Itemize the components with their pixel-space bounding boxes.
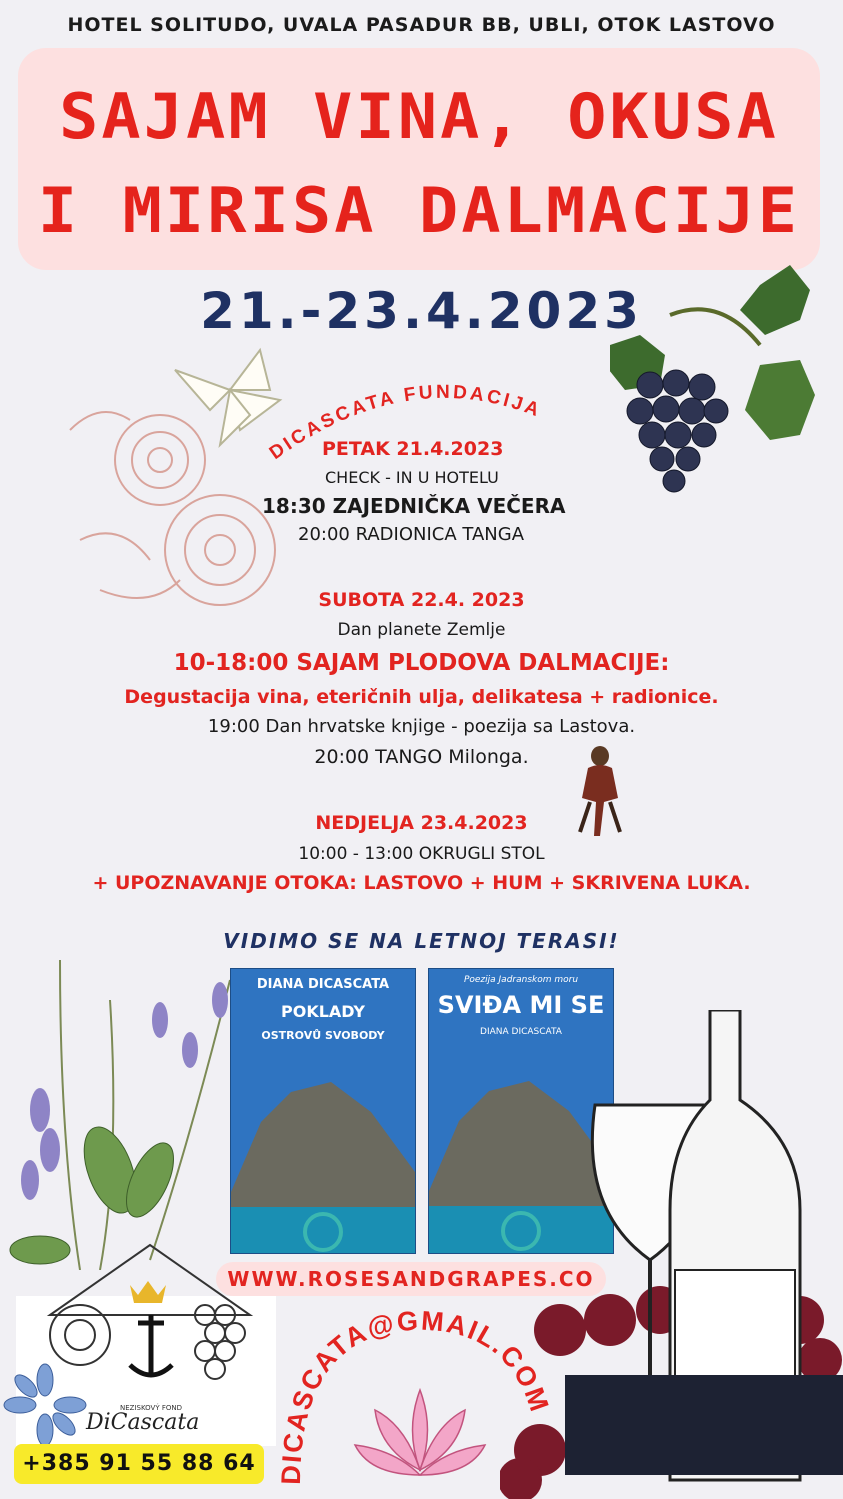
terrace-tagline: VIDIMO SE NA LETNOJ TERASI! [223,929,620,953]
book1-title: POKLADY [280,1002,365,1021]
title-line-1: SAJAM VINA, OKUSA [59,80,779,153]
phone-number[interactable]: +385 91 55 88 64 [14,1444,264,1484]
email-arc-text: DICASCATA@GMAIL.COM [275,1305,555,1486]
saturday-line-2: 10-18:00 SAJAM PLODOVA DALMACIJE: [173,650,670,676]
book2-series: Poezija Jadranskom moru [463,975,579,985]
logo-small-text: NEZISKOVÝ FOND [120,1404,183,1412]
saturday-line-4: 19:00 Dan hrvatske knjige - poezija sa Lastova. [207,716,636,737]
book2-title: SVIĐA MI SE [437,991,605,1019]
title-line-2: I MIRISA DALMACIJE [37,174,801,247]
sunday-heading: NEDJELJA 23.4.2023 [315,812,528,834]
venue-address: HOTEL SOLITUDO, UVALA PASADUR BB, UBLI, OTOK LASTOVO [67,14,776,36]
saturday-line-1: Dan planete Zemlje [337,620,506,640]
saturday-line-5: 20:00 TANGO Milonga. [314,746,529,768]
island-photo-1 [231,1052,415,1254]
event-title [0,70,840,258]
saturday-line-3: Degustacija vina, eteričnih ulja, delikatesa + radionice. [124,686,719,708]
foundation-arc-text: DICASCATA FUNDACIJA [265,381,545,464]
email-arc[interactable] [270,1300,570,1499]
grapes-illustration [610,255,820,515]
friday-line-1: CHECK - IN U HOTELU [325,468,499,487]
blue-flower-illustration [0,1360,90,1450]
lotus-icon [355,1390,485,1475]
saturday-heading: SUBOTA 22.4. 2023 [318,589,525,611]
friday-line-2: 18:30 ZAJEDNIČKA VEČERA [262,494,566,518]
sunday-line-2: + UPOZNAVANJE OTOKA: LASTOVO + HUM + SKRIVENA LUKA. [92,872,751,894]
friday-heading: PETAK 21.4.2023 [322,438,504,460]
friday-line-3: 20:00 RADIONICA TANGA [298,524,525,545]
book1-author: DIANA DICASCATA [256,977,390,992]
event-dates: 21.-23.4.2023 [200,282,643,340]
logo-name: DiCascata [86,1410,200,1435]
book2-author: DIANA DICASCATA [480,1027,562,1037]
sunday-line-1: 10:00 - 13:00 OKRUGLI STOL [298,844,545,864]
website-link[interactable]: WWW.ROSESANDGRAPES.CO [216,1262,606,1296]
book1-subtitle: OSTROVŮ SVOBODY [261,1029,385,1042]
book-cover-poklady [230,968,416,1254]
